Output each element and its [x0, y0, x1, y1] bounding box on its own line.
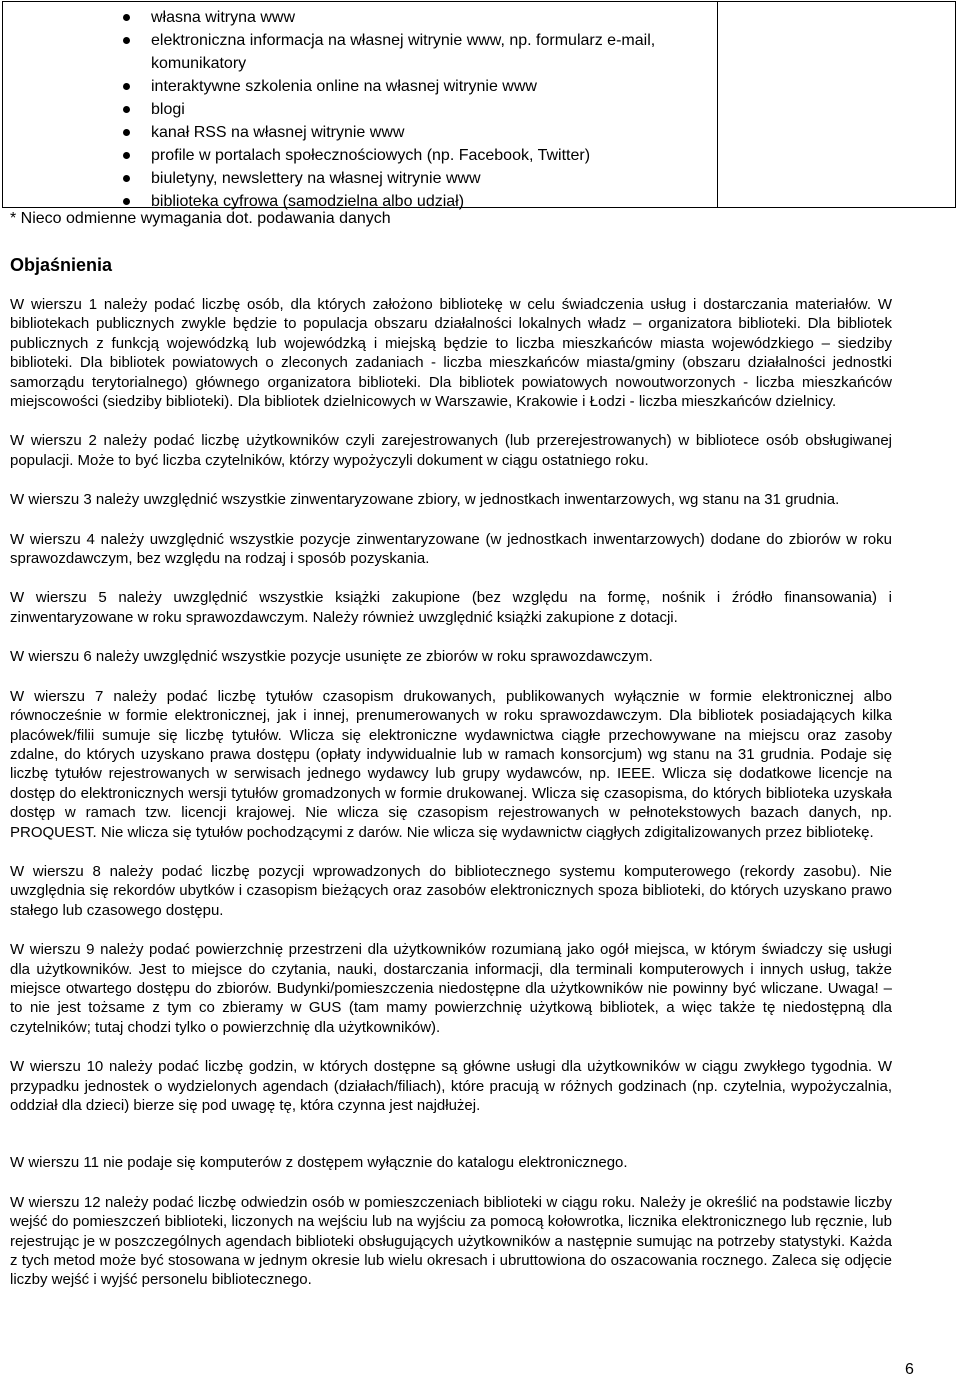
paragraph-row-12: W wierszu 12 należy podać liczbę odwiedzin osób w pomieszczeniach biblioteki w ciągu roku. Należy je określić na podstawie liczby wejść do pomieszczeń biblioteki, liczonych na wejściu lub na wyjściu za pomocą kołowrotka, licznika elektronicznego lub ręcznie, lub rejestrując je w poszczególnych agendach biblioteki obsługujących użytkowników a następnie sumując na potrzeby statystyki. Każda z tych metod może być stosowana w jednym okresie lub wielu okresach i ubruttowiona do oszacowania rocznego. Zaleca się odjęcie liczby wejść i wyjść personelu bibliotecznego.: [10, 1193, 892, 1289]
table-frame: [2, 1, 956, 208]
paragraph-row-1: W wierszu 1 należy podać liczbę osób, dla których założono bibliotekę w celu świadczenia usług i dostarczania materiałów. W bibliotekach publicznych zwykle będzie to populacja obszaru działalności lokalnych władz – organizatora biblioteki. Dla bibliotek publicznych z funkcją wojewódzką lub wojewódzką i miejską będzie to liczba mieszkańców miasta wojewódzkiego – siedziby biblioteki. Dla bibliotek powiatowych o zleconych zadaniach - liczba mieszkańców miasta/gminy (obszaru działalności jednostki samorządu terytorialnego) głównego organizatora biblioteki. Dla bibliotek powiatowych nowoutworzonych - liczba mieszkańców miejscowości (siedziby biblioteki). Dla bibliotek dzielnicowych w Warszawie, Krakowie i Łodzi - liczba mieszkańców dzielnicy.: [10, 296, 892, 411]
paragraph-row-8: W wierszu 8 należy podać liczbę pozycji wprowadzonych do bibliotecznego systemu komputerowego (rekordy zasobu). Nie uwzględnia się rekordów ubytków i czasopism bieżących oraz zasobów elektronicznych spoza biblioteki, do których uzyskano prawo stałego lub czasowego dostępu.: [10, 862, 892, 919]
bullet-icon: [123, 14, 130, 21]
footnote: * Nieco odmienne wymagania dot. podawania danych: [10, 210, 391, 227]
paragraph-row-11: W wierszu 11 nie podaje się komputerów z dostępem wyłącznie do katalogu elektronicznego.: [10, 1154, 628, 1172]
list-item: kanał RSS na własnej witrynie www: [123, 121, 713, 144]
paragraph-row-9: W wierszu 9 należy podać powierzchnię przestrzeni dla użytkowników rozumianą jako ogół miejsca, w którym świadczy się usługi dla użytkowników. Jest to miejsce do czytania, nauki, dostarczania informacji, dla terminali komputerowych i innych usług, także miejsce otwartego dostępu do zbiorów. Budynki/pomieszczenia niedostępne dla użytkowników nie powinny być wliczane. Uwaga! – to nie jest tożsame z tym co zbieramy w GUS (tam mamy powierzchnię użytkową bibliotek, a więc także tę niedostępną dla czytelników; tutaj chodzi tylko o powierzchnię dla użytkowników).: [10, 941, 892, 1036]
paragraph-row-5: W wierszu 5 należy uwzględnić wszystkie książki zakupione (bez względu na formę, nośnik i źródło finansowania) i zinwentaryzowane w roku sprawozdawczym. Należy również uwzględnić książki zakupione z dotacji.: [10, 589, 892, 626]
list-item: elektroniczna informacja na własnej witrynie www, np. formularz e-mail, komunikatory: [123, 29, 713, 75]
paragraph-row-4: W wierszu 4 należy uwzględnić wszystkie pozycje zinwentaryzowane (w jednostkach inwentarzowych) dodane do zbiorów w roku sprawozdawczym, bez względu na rodzaj i sposób pozyskania.: [10, 530, 892, 568]
bullet-icon: [123, 106, 130, 113]
paragraph-row-10: W wierszu 10 należy podać liczbę godzin, w których dostępne są główne usługi dla użytkowników w ciągu zwykłego tygodnia. W przypadku jednostek o wydzielonych agendach (działach/filiach), które pracują w różnych godzinach (np. czytelnia, wypożyczalnia, oddział dla dzieci) bierze się pod uwagę tę, która czynna jest najdłużej.: [10, 1058, 892, 1114]
paragraph-row-2: W wierszu 2 należy podać liczbę użytkowników czyli zarejestrowanych (lub przerejestrowanych) w bibliotece osób obsługiwanej populacji. Może to być liczba czytelników, którzy wypożyczyli dokument w ciągu ostatniego roku.: [10, 432, 892, 469]
bullet-icon: [123, 175, 130, 182]
list-item: biblioteka cyfrowa (samodzielna albo udział): [123, 190, 713, 213]
paragraph-row-7: W wierszu 7 należy podać liczbę tytułów czasopism drukowanych, publikowanych wyłącznie w formie elektronicznej albo równocześnie w formie elektronicznej, jak i innej, prenumerowanych w roku sprawozdawczym. Dla bibliotek posiadających kilka placówek/filii sumuje się liczbę tytułów. Wlicza się elektroniczne wydawnictwa ciągłe przechowywane na miejscu oraz zasoby zdalne, do których uzyskano prawa dostępu (opłaty indywidualnie lub w ramach konsorcjum) wg stanu na 31 grudnia. Podaje się liczbę tytułów rejestrowanych w serwisach jednego wydawcy lub grupy wydawców, np. IEEE. Wlicza się dodatkowe licencje na dostęp do elektronicznych wersji tytułów gromadzonych w formie drukowanej. Wlicza się czasopisma, do których biblioteka uzyskała dostęp w ramach tzw. licencji krajowej. Nie wlicza się czasopism rejestrowanych w pełnotekstowych bazach danych, np. PROQUEST. Nie wlicza się tytułów pochodzącymi z darów. Nie wlicza się wydawnictw ciągłych zdigitalizowanych przez bibliotekę.: [10, 687, 892, 841]
paragraph-row-6: W wierszu 6 należy uwzględnić wszystkie pozycje usunięte ze zbiorów w roku sprawozdawczym.: [10, 648, 653, 666]
page-number: 6: [905, 1361, 914, 1378]
list-item: biuletyny, newslettery na własnej witrynie www: [123, 167, 713, 190]
explanations-body: [10, 295, 892, 1290]
list-item: interaktywne szkolenia online na własnej witrynie www: [123, 75, 713, 98]
bullet-icon: [123, 198, 130, 205]
list-item: blogi: [123, 98, 713, 121]
bullet-icon: [123, 129, 130, 136]
bullet-icon: [123, 152, 130, 159]
table-divider: [717, 2, 718, 207]
list-item: profile w portalach społecznościowych (np. Facebook, Twitter): [123, 144, 713, 167]
bullet-list: [123, 6, 713, 213]
section-heading: Objaśnienia: [10, 255, 113, 275]
bullet-icon: [123, 37, 130, 44]
paragraph-row-3: W wierszu 3 należy uwzględnić wszystkie zinwentaryzowane zbiory, w jednostkach inwentarzowych, wg stanu na 31 grudnia.: [10, 491, 840, 509]
bullet-icon: [123, 83, 130, 90]
list-item: własna witryna www: [123, 6, 713, 29]
